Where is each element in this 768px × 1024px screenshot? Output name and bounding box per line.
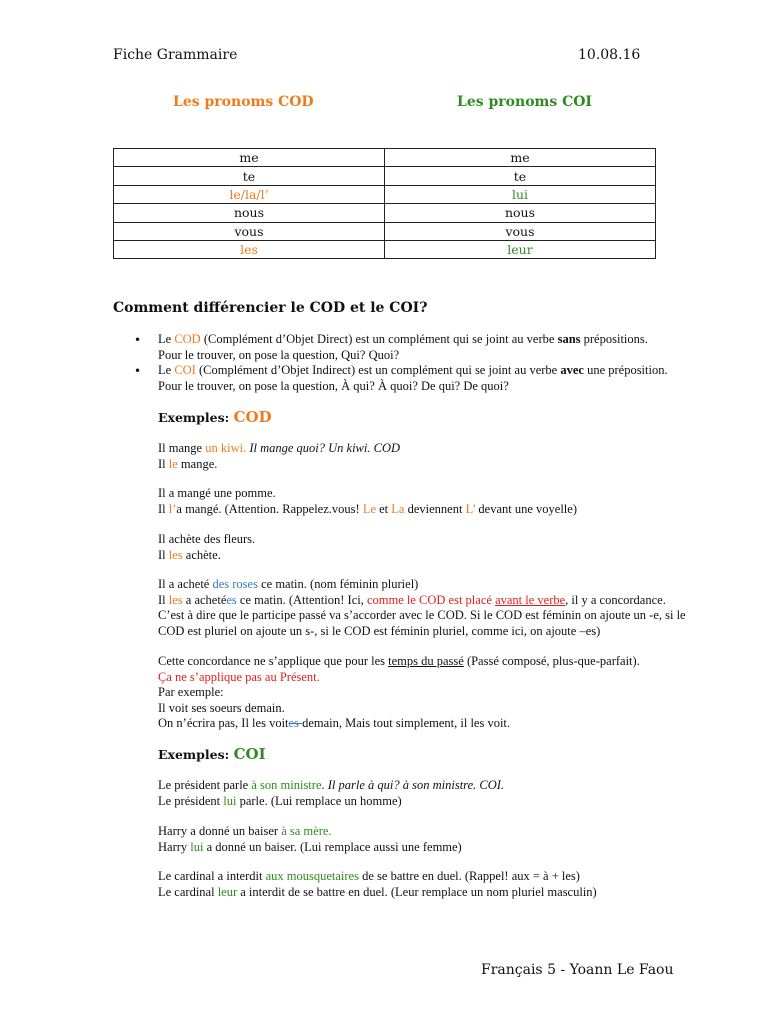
emphasis: avec [560,363,584,377]
text: et [376,501,392,516]
example-line: Ça ne s’applique pas au Présent. [158,669,320,684]
text: prépositions. [580,332,648,346]
bullet-line [158,363,668,379]
example-line [158,577,686,593]
text: . [321,778,328,792]
highlight: lui [190,839,204,854]
highlight: avant le verbe [495,592,566,607]
text: deviennent [404,501,466,516]
bullet-coi-definition [158,363,668,394]
highlight: à sa mère. [281,824,332,838]
highlight: un kiwi. [205,441,247,455]
example-line: Il achète des fleurs. [158,532,256,546]
coi-cell: te [385,167,656,185]
table-row [114,167,656,185]
text: Il [158,501,169,516]
cod-cell: nous [114,204,385,222]
example-line [158,794,504,810]
coi-term: COI [174,363,196,377]
text: Exemples: [158,410,234,425]
text: Il a acheté [158,577,213,591]
example-line [158,457,400,473]
table-row [114,204,656,222]
text: a mangé. (Attention. Rappelez.vous! [176,501,363,516]
highlight: lui [223,793,237,808]
example-line: Il voit ses soeurs demain. [158,700,285,715]
cod-example-3 [158,532,255,563]
highlight: le [168,456,178,471]
bullet-line: Pour le trouver, on pose la question, Qui? Quoi? [158,347,400,362]
highlight: aux mousquetaires [265,869,359,883]
bullet-icon: • [134,333,142,347]
text: Le président parle [158,778,252,792]
cod-cell: les [114,240,385,258]
highlight: les [168,592,183,607]
highlight: à son ministre [251,778,322,792]
example-line [158,778,504,794]
cod-cell: me [114,149,385,167]
text: Harry a donné un baiser [158,824,282,838]
example-line [158,654,640,670]
cod-term: COD [174,332,201,346]
text: mange. [177,456,218,471]
text: parle. (Lui remplace un homme) [236,793,402,808]
coi-cell: lui [385,185,656,203]
table-row [114,240,656,258]
example-line [158,824,462,840]
coi-term: COI [233,745,266,763]
text: demain, Mais tout simplement, il les voit. [302,716,511,730]
text: ce matin. (nom féminin pluriel) [257,577,419,591]
text: On n’écrira pas, Il les voit [158,716,289,730]
cod-example-4 [158,577,686,639]
coi-cell: vous [385,222,656,240]
example-line: Par exemple: [158,685,224,699]
cod-column-title: Les pronoms COD [173,94,314,110]
coi-column-title: Les pronoms COI [457,94,592,110]
examples-coi-title [158,745,266,763]
text: Le [158,363,175,377]
bullet-cod-definition [158,332,648,363]
example-line: COD est pluriel on ajoute un s-, si le COD est féminin pluriel, comme ici, on ajoute –es) [158,623,601,638]
text: (Complément d’Objet Indirect) est un complément qui se joint au verbe [195,363,561,377]
highlight: des roses [212,577,258,591]
highlight: es [226,592,237,607]
highlight: leur [217,884,238,899]
text: a interdit de se battre en duel. (Leur remplace un nom pluriel masculin) [237,884,597,899]
highlight: La [391,501,405,516]
text: Le cardinal [158,884,218,899]
example-line [158,716,640,732]
example-line [158,502,577,518]
highlight: Le [362,501,376,516]
example-line [158,441,400,457]
underlined: temps du passé [388,654,464,668]
table-row [114,222,656,240]
example-line: Il a mangé une pomme. [158,486,276,500]
doc-header-title: Fiche Grammaire [113,47,238,63]
cod-example-1 [158,441,400,472]
text: Exemples: [158,747,234,762]
table-row [114,149,656,167]
text: devant une voyelle) [475,501,577,516]
coi-cell: nous [385,204,656,222]
doc-footer: Français 5 - Yoann Le Faou [481,962,674,978]
cod-term: COD [233,408,272,426]
text: Il [158,592,169,607]
cod-cell: te [114,167,385,185]
highlight: comme le COD est placé [366,592,496,607]
cod-cell: vous [114,222,385,240]
text: , il y a concordance. [565,592,666,607]
text: Il [158,456,169,471]
text: Il parle à qui? à son ministre. COI. [327,778,505,792]
examples-cod-title [158,408,272,426]
text: une préposition. [583,363,668,377]
text: Harry [158,839,191,854]
bullet-line [158,332,648,348]
text: Le [158,332,175,346]
coi-cell: me [385,149,656,167]
coi-example-1 [158,778,504,809]
text: (Complément d’Objet Direct) est un complément qui se joint au verbe [200,332,558,346]
bullet-icon: • [134,364,142,378]
coi-example-2 [158,824,462,855]
example-line [158,593,686,609]
text: de se battre en duel. (Rappel! aux = à + les) [358,869,580,883]
highlight: l’ [168,501,177,516]
coi-example-3 [158,869,597,900]
text: a donné un baiser. (Lui remplace aussi une femme) [203,839,462,854]
pronoun-table [113,148,656,259]
table-row [114,185,656,203]
example-line [158,548,255,564]
text: a acheté [182,592,227,607]
section-title: Comment différencier le COD et le COI? [113,300,428,316]
example-line [158,869,597,885]
doc-header-date: 10.08.16 [578,47,641,63]
highlight: es [288,716,303,730]
cod-concordance-note [158,654,640,732]
cod-cell: le/la/l’ [114,185,385,203]
text: Il mange [158,441,206,455]
coi-cell: leur [385,240,656,258]
example-line: C’est à dire que le participe passé va s’accorder avec le COD. Si le COD est féminin on ajoute un -e, si le [158,608,686,622]
text: Le président [158,793,224,808]
text: Il mange quoi? Un kiwi. COD [246,441,401,455]
text: (Passé composé, plus-que-parfait). [463,654,640,668]
text: achète. [182,547,221,562]
highlight: les [168,547,183,562]
cod-example-2 [158,486,577,517]
example-line [158,840,462,856]
text: Il [158,547,169,562]
text: Le cardinal a interdit [158,869,266,883]
example-line [158,885,597,901]
emphasis: sans [557,332,581,346]
bullet-line: Pour le trouver, on pose la question, À qui? À quoi? De qui? De quoi? [158,378,509,393]
text: Cette concordance ne s’applique que pour les [158,654,389,668]
text: ce matin. (Attention! Ici, [236,592,367,607]
highlight: L’ [465,501,476,516]
